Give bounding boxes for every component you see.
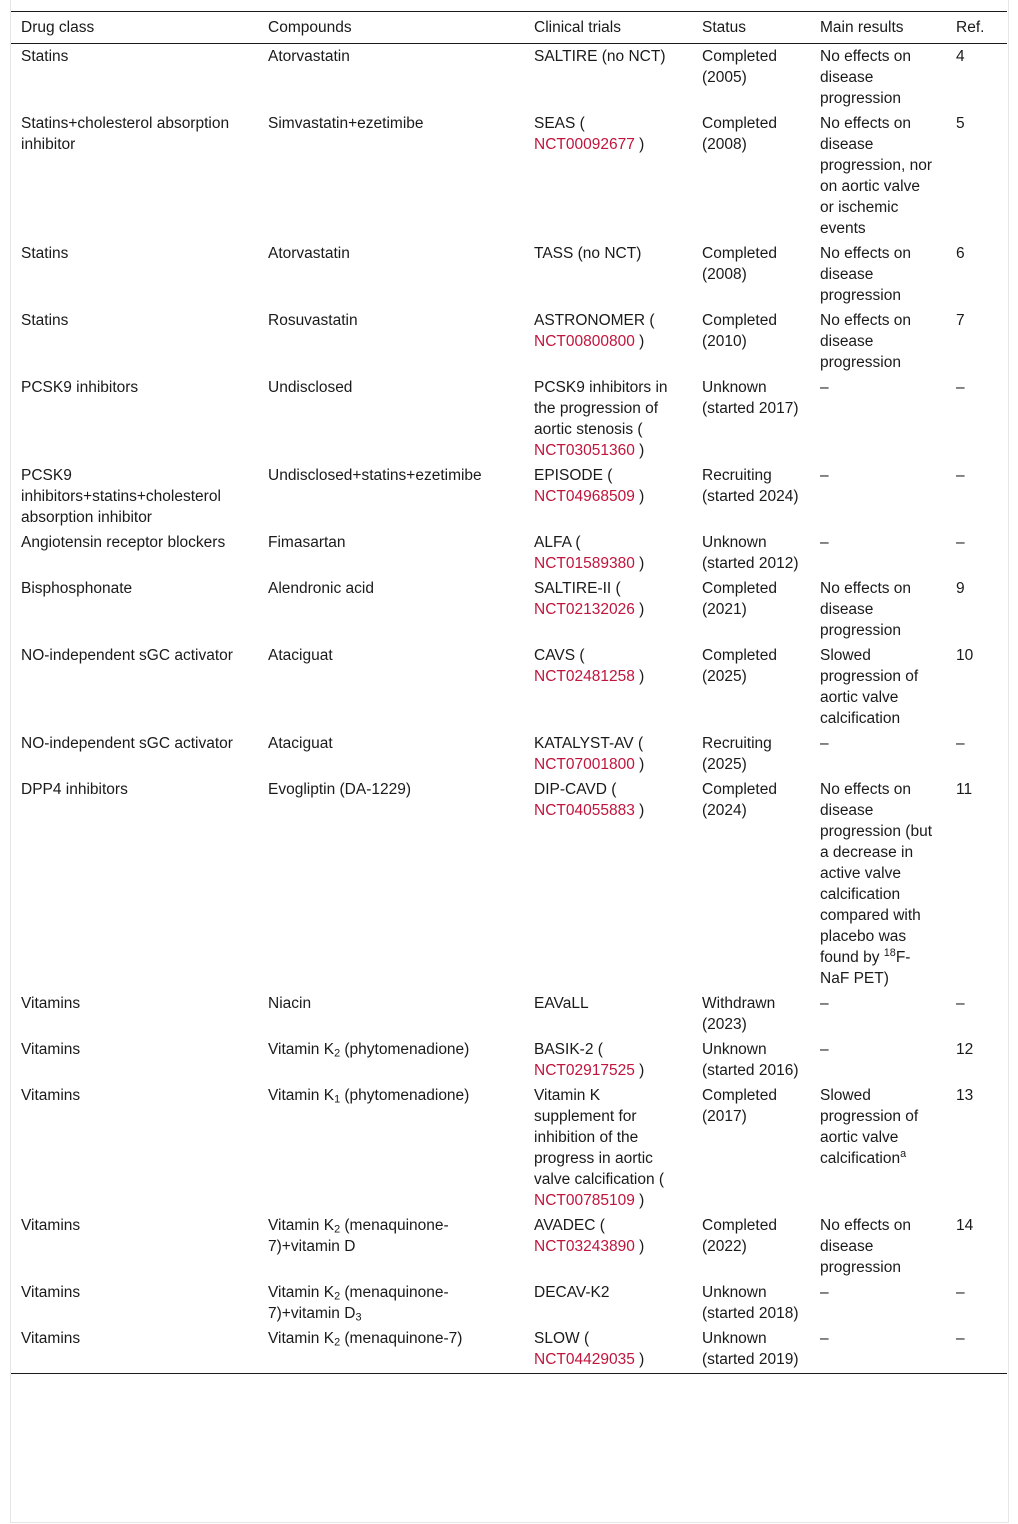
header-compounds: Compounds — [258, 12, 524, 44]
cell-drug-class: NO-independent sGC activator — [21, 735, 233, 752]
compound-text: Rosuvastatin — [268, 312, 358, 329]
compound-text: Alendronic acid — [268, 580, 374, 597]
table-row — [11, 241, 1007, 308]
compound-text: Undisclosed — [268, 379, 353, 396]
cell-drug-class: Statins — [21, 245, 69, 262]
cell-compounds — [258, 44, 524, 112]
table-row — [11, 991, 1007, 1037]
cell-compounds — [258, 530, 524, 576]
cell-ref: – — [956, 735, 965, 752]
cell-status: Completed (2022) — [702, 1217, 777, 1255]
nct-link[interactable]: NCT00800800 — [534, 333, 635, 350]
nct-link[interactable]: NCT00785109 — [534, 1192, 635, 1209]
cell-ref: 5 — [956, 115, 965, 132]
trial-name: ALFA — [534, 534, 572, 551]
result-text: – — [820, 1284, 829, 1301]
cell-main-results — [810, 777, 946, 991]
result-text: Slowed progression of aortic valve calcification — [820, 647, 919, 727]
compound-text: Vitamin K — [268, 1284, 335, 1301]
trial-name: DECAV-K2 — [534, 1284, 610, 1301]
trial-name: TASS (no NCT) — [534, 245, 642, 262]
table-row — [11, 643, 1007, 731]
cell-drug-class: Statins+cholesterol absorption inhibitor — [21, 115, 230, 153]
table-row — [11, 530, 1007, 576]
cell-main-results — [810, 375, 946, 463]
cell-main-results — [810, 1037, 946, 1083]
compound-text: Ataciguat — [268, 735, 333, 752]
cell-status: Completed (2010) — [702, 312, 777, 350]
compound-text: Vitamin K — [268, 1087, 335, 1104]
trial-name: EAVaLL — [534, 995, 589, 1012]
header-drug-class: Drug class — [11, 12, 258, 44]
trial-name: CAVS — [534, 647, 576, 664]
cell-main-results — [810, 308, 946, 375]
header-status: Status — [692, 12, 810, 44]
table-row — [11, 1326, 1007, 1374]
compound-text: Niacin — [268, 995, 312, 1012]
nct-link[interactable]: NCT04429035 — [534, 1351, 635, 1368]
result-text-suffix: F-NaF PET) — [820, 949, 911, 987]
cell-clinical-trial: KATALYST-AV ( NCT07001800 ) — [534, 735, 645, 773]
nct-link[interactable]: NCT03051360 — [534, 442, 635, 459]
table-row — [11, 777, 1007, 991]
header-ref: Ref. — [946, 12, 1007, 44]
table-row — [11, 44, 1007, 112]
cell-status: Recruiting (started 2024) — [702, 467, 799, 505]
cell-compounds — [258, 111, 524, 241]
result-text: No effects on disease progression (but a decrease in active valve calcification compared with placebo was found by — [820, 781, 933, 966]
cell-compounds — [258, 1037, 524, 1083]
cell-clinical-trial: AVADEC ( NCT03243890 ) — [534, 1217, 645, 1255]
compound-text: Vitamin K — [268, 1330, 335, 1347]
result-superscript: 18 — [883, 947, 896, 960]
cell-main-results — [810, 241, 946, 308]
cell-ref: 12 — [956, 1041, 974, 1058]
cell-ref: 10 — [956, 647, 974, 664]
result-text: No effects on disease progression, nor on aortic valve or ischemic events — [820, 115, 933, 237]
cell-compounds — [258, 1083, 524, 1213]
nct-link[interactable]: NCT02132026 — [534, 601, 635, 618]
result-text: Slowed progression of aortic valve calcification — [820, 1087, 919, 1167]
cell-drug-class: DPP4 inhibitors — [21, 781, 128, 798]
cell-status: Unknown (started 2018) — [702, 1284, 799, 1322]
cell-ref: – — [956, 467, 965, 484]
cell-main-results — [810, 576, 946, 643]
cell-status: Unknown (started 2016) — [702, 1041, 799, 1079]
trial-name: ASTRONOMER — [534, 312, 646, 329]
compound-text: Atorvastatin — [268, 245, 350, 262]
trial-name: DIP-CAVD — [534, 781, 607, 798]
compound-subscript: 2 — [334, 1336, 341, 1349]
trial-name: SLOW — [534, 1330, 580, 1347]
result-text: – — [820, 467, 829, 484]
result-text: No effects on disease progression — [820, 1217, 912, 1276]
cell-ref: – — [946, 1326, 1007, 1374]
cell-drug-class: Vitamins — [21, 1087, 81, 1104]
table-row — [11, 1280, 1007, 1326]
trial-name: SEAS — [534, 115, 576, 132]
cell-ref: 11 — [956, 781, 973, 798]
cell-clinical-trial — [524, 991, 692, 1037]
table-row — [11, 1037, 1007, 1083]
compound-text-suffix: (menaquinone-7) — [340, 1330, 463, 1347]
cell-compounds — [258, 643, 524, 731]
nct-link[interactable]: NCT01589380 — [534, 555, 635, 572]
compound-text: Simvastatin+ezetimibe — [268, 115, 424, 132]
header-row — [11, 12, 1007, 44]
trial-name: SALTIRE (no NCT) — [534, 48, 666, 65]
trial-name: PCSK9 inhibitors in the progression of aortic stenosis — [534, 379, 668, 438]
result-text: – — [820, 534, 829, 551]
result-text: No effects on disease progression — [820, 580, 912, 639]
cell-drug-class: Vitamins — [11, 1326, 258, 1374]
trial-name: Vitamin K supplement for inhibition of the progress in aortic valve calcification — [534, 1087, 655, 1188]
cell-status: Withdrawn (2023) — [702, 995, 776, 1033]
cell-compounds — [258, 777, 524, 991]
compound-text-suffix: (menaquinone-7)+vitamin D — [268, 1217, 449, 1255]
compound-subscript: 2 — [334, 1290, 341, 1303]
cell-main-results — [810, 1280, 946, 1326]
cell-status: Completed (2025) — [702, 647, 777, 685]
trial-name: AVADEC — [534, 1217, 596, 1234]
result-text: – — [820, 1041, 829, 1058]
cell-main-results — [810, 530, 946, 576]
nct-link[interactable]: NCT07001800 — [534, 756, 635, 773]
cell-main-results — [810, 991, 946, 1037]
table-row — [11, 308, 1007, 375]
nct-link[interactable]: NCT04055883 — [534, 802, 635, 819]
cell-compounds — [258, 991, 524, 1037]
table-row — [11, 576, 1007, 643]
trial-name: BASIK-2 — [534, 1041, 594, 1058]
cell-drug-class: Vitamins — [21, 995, 81, 1012]
cell-status: Completed (2008) — [702, 245, 777, 283]
cell-ref: – — [956, 379, 965, 396]
cell-main-results — [810, 1213, 946, 1280]
nct-link[interactable]: NCT00092677 — [534, 136, 635, 153]
cell-status: Recruiting (2025) — [702, 735, 772, 773]
result-text: – — [820, 995, 829, 1012]
cell-status: Completed (2021) — [702, 580, 777, 618]
cell-compounds — [258, 308, 524, 375]
cell-ref: 13 — [956, 1087, 974, 1104]
cell-clinical-trial: ALFA ( NCT01589380 ) — [534, 534, 645, 572]
cell-clinical-trial: ASTRONOMER ( NCT00800800 ) — [534, 312, 655, 350]
compound-subscript: 3 — [355, 1311, 362, 1324]
cell-drug-class: Angiotensin receptor blockers — [21, 534, 226, 551]
cell-clinical-trial: SALTIRE-II ( NCT02132026 ) — [534, 580, 645, 618]
table-body — [11, 44, 1007, 1374]
cell-drug-class: Statins — [21, 48, 69, 65]
cell-compounds — [258, 1213, 524, 1280]
cell-ref: 4 — [956, 48, 965, 65]
cell-drug-class: NO-independent sGC activator — [21, 647, 233, 664]
cell-compounds — [258, 241, 524, 308]
table-row — [11, 111, 1007, 241]
cell-drug-class: PCSK9 inhibitors — [21, 379, 139, 396]
compound-text-suffix: (phytomenadione) — [340, 1087, 470, 1104]
nct-link[interactable]: NCT02481258 — [534, 668, 635, 685]
cell-drug-class: Vitamins — [21, 1217, 81, 1234]
compound-text-suffix: (menaquinone-7)+vitamin D — [268, 1284, 449, 1322]
compound-text-suffix: (phytomenadione) — [340, 1041, 470, 1058]
compound-subscript: 2 — [334, 1047, 341, 1060]
cell-clinical-trial: Vitamin K supplement for inhibition of the progress in aortic valve calcification ( NCT00785109 ) — [534, 1087, 665, 1209]
trial-name: KATALYST-AV — [534, 735, 634, 752]
cell-drug-class: Statins — [21, 312, 69, 329]
result-text: No effects on disease progression — [820, 245, 912, 304]
cell-compounds — [258, 1280, 524, 1326]
cell-main-results — [810, 643, 946, 731]
cell-compounds — [258, 1326, 524, 1374]
cell-clinical-trial — [524, 1280, 692, 1326]
cell-ref: 6 — [956, 245, 965, 262]
cell-clinical-trial — [524, 44, 692, 112]
cell-clinical-trial: EPISODE ( NCT04968509 ) — [534, 467, 645, 505]
trial-name: EPISODE — [534, 467, 603, 484]
nct-link[interactable]: NCT04968509 — [534, 488, 635, 505]
cell-ref: 14 — [956, 1217, 974, 1234]
cell-clinical-trial: BASIK-2 ( NCT02917525 ) — [534, 1041, 645, 1079]
compound-text: Evogliptin (DA-1229) — [268, 781, 412, 798]
cell-clinical-trial: SLOW ( NCT04429035 ) — [524, 1326, 692, 1374]
table-header — [11, 12, 1007, 44]
nct-link[interactable]: NCT03243890 — [534, 1238, 635, 1255]
result-text: No effects on disease progression — [820, 48, 912, 107]
cell-ref: 7 — [956, 312, 965, 329]
cell-status: Completed (2024) — [702, 781, 777, 819]
cell-main-results — [810, 463, 946, 530]
clinical-trials-table — [11, 11, 1007, 1374]
compound-text: Undisclosed+statins+ezetimibe — [268, 467, 482, 484]
cell-clinical-trial: DIP-CAVD ( NCT04055883 ) — [534, 781, 645, 819]
cell-status: Unknown (started 2019) — [692, 1326, 810, 1374]
cell-compounds — [258, 375, 524, 463]
header-main-results: Main results — [810, 12, 946, 44]
cell-clinical-trial: SEAS ( NCT00092677 ) — [534, 115, 645, 153]
result-text: – — [820, 379, 829, 396]
cell-compounds — [258, 463, 524, 530]
table-row — [11, 1213, 1007, 1280]
cell-compounds — [258, 731, 524, 777]
cell-ref: – — [956, 534, 965, 551]
cell-drug-class: Vitamins — [21, 1041, 81, 1058]
compound-text: Vitamin K — [268, 1041, 335, 1058]
trial-name: SALTIRE-II — [534, 580, 612, 597]
cell-main-results — [810, 111, 946, 241]
cell-clinical-trial: PCSK9 inhibitors in the progression of aortic stenosis ( NCT03051360 ) — [534, 379, 668, 459]
table-row — [11, 731, 1007, 777]
nct-link[interactable]: NCT02917525 — [534, 1062, 635, 1079]
compound-text: Atorvastatin — [268, 48, 350, 65]
result-superscript: a — [900, 1148, 907, 1161]
header-clinical-trials: Clinical trials — [524, 12, 692, 44]
cell-main-results — [810, 44, 946, 112]
cell-ref: – — [956, 995, 965, 1012]
table-row — [11, 1083, 1007, 1213]
cell-drug-class: Bisphosphonate — [21, 580, 133, 597]
result-text: – — [820, 735, 829, 752]
cell-status: Unknown (started 2017) — [702, 379, 799, 417]
compound-text: Vitamin K — [268, 1217, 335, 1234]
table-row — [11, 375, 1007, 463]
compound-subscript: 2 — [334, 1223, 341, 1236]
cell-status: Completed (2008) — [702, 115, 777, 153]
cell-clinical-trial — [524, 241, 692, 308]
cell-drug-class: Vitamins — [21, 1284, 81, 1301]
cell-main-results — [810, 1083, 946, 1213]
cell-main-results — [810, 1326, 946, 1374]
compound-text: Fimasartan — [268, 534, 346, 551]
cell-compounds — [258, 576, 524, 643]
cell-clinical-trial: CAVS ( NCT02481258 ) — [534, 647, 645, 685]
cell-drug-class: PCSK9 inhibitors+statins+cholesterol absorption inhibitor — [21, 467, 221, 526]
cell-status: Completed (2005) — [702, 48, 777, 86]
cell-main-results — [810, 731, 946, 777]
result-text: – — [820, 1330, 829, 1347]
result-text: No effects on disease progression — [820, 312, 912, 371]
table-row — [11, 463, 1007, 530]
cell-ref: – — [956, 1284, 965, 1301]
compound-text: Ataciguat — [268, 647, 333, 664]
cell-status: Unknown (started 2012) — [702, 534, 799, 572]
cell-ref: 9 — [956, 580, 965, 597]
compound-subscript: 1 — [334, 1093, 341, 1106]
cell-status: Completed (2017) — [702, 1087, 777, 1125]
